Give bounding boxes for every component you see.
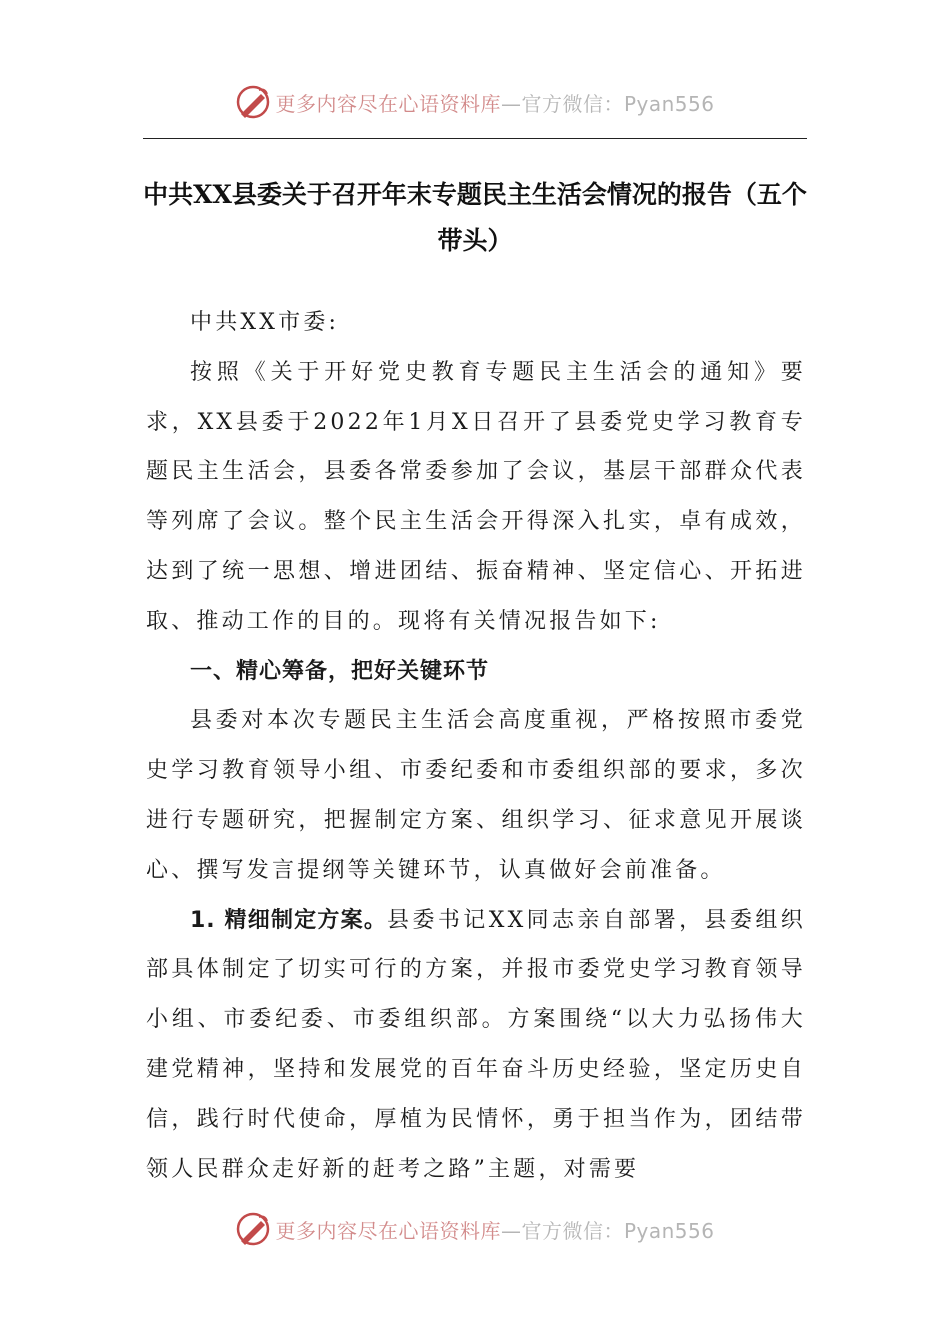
list-item-1-text: 县委书记XX同志亲自部署，县委组织部具体制定了切实可行的方案，并报市委党史学习教育领导小组、市委纪委、市委组织部。方案围绕“以大力弘扬伟大建党精神，坚持和发展党的百年奋斗历史经验，坚定历史自信，践行时代使命，厚植为民情怀，勇于担当作为，团结带领人民群众走好新的赶考之路”主题，对需要 (146, 907, 806, 1182)
pen-logo-icon (235, 84, 271, 120)
pen-logo-icon (235, 1211, 271, 1247)
paragraph-preparation: 县委对本次专题民主生活会高度重视，严格按照市委党史学习教育领导小组、市委纪委和市委组织部的要求，多次进行专题研究，把握制定方案、组织学习、征求意见开展谈心、撰写发言提纲等关键环节，认真做好会前准备。 (146, 708, 806, 883)
watermark-banner-bottom (0, 1209, 950, 1249)
header-rule (143, 138, 807, 139)
list-item-1 (146, 896, 806, 1195)
salutation: 中共XX市委: (190, 310, 340, 335)
watermark-banner-top (0, 82, 950, 122)
list-item-1-lead: 1. 精细制定方案。 (190, 907, 388, 933)
section-heading-1: 一、精心筹备，把好关键环节 (190, 658, 490, 684)
watermark-text: 更多内容尽在心语资料库—官方微信：Pyan556 (275, 91, 715, 116)
document-title: 中共XX县委关于召开年末专题民主生活会情况的报告（五个带头） (143, 180, 807, 255)
watermark-text: 更多内容尽在心语资料库—官方微信：Pyan556 (275, 1218, 715, 1243)
document-body (146, 298, 806, 1194)
paragraph-intro: 按照《关于开好党史教育专题民主生活会的通知》要求，XX县委于2022年1月X日召开了县委党史学习教育专题民主生活会，县委各常委参加了会议，基层干部群众代表等列席了会议。整个民主生活会开得深入扎实，卓有成效，达到了统一思想、增进团结、振奋精神、坚定信心、开拓进取、推动工作的目的。现将有关情况报告如下: (146, 359, 806, 634)
